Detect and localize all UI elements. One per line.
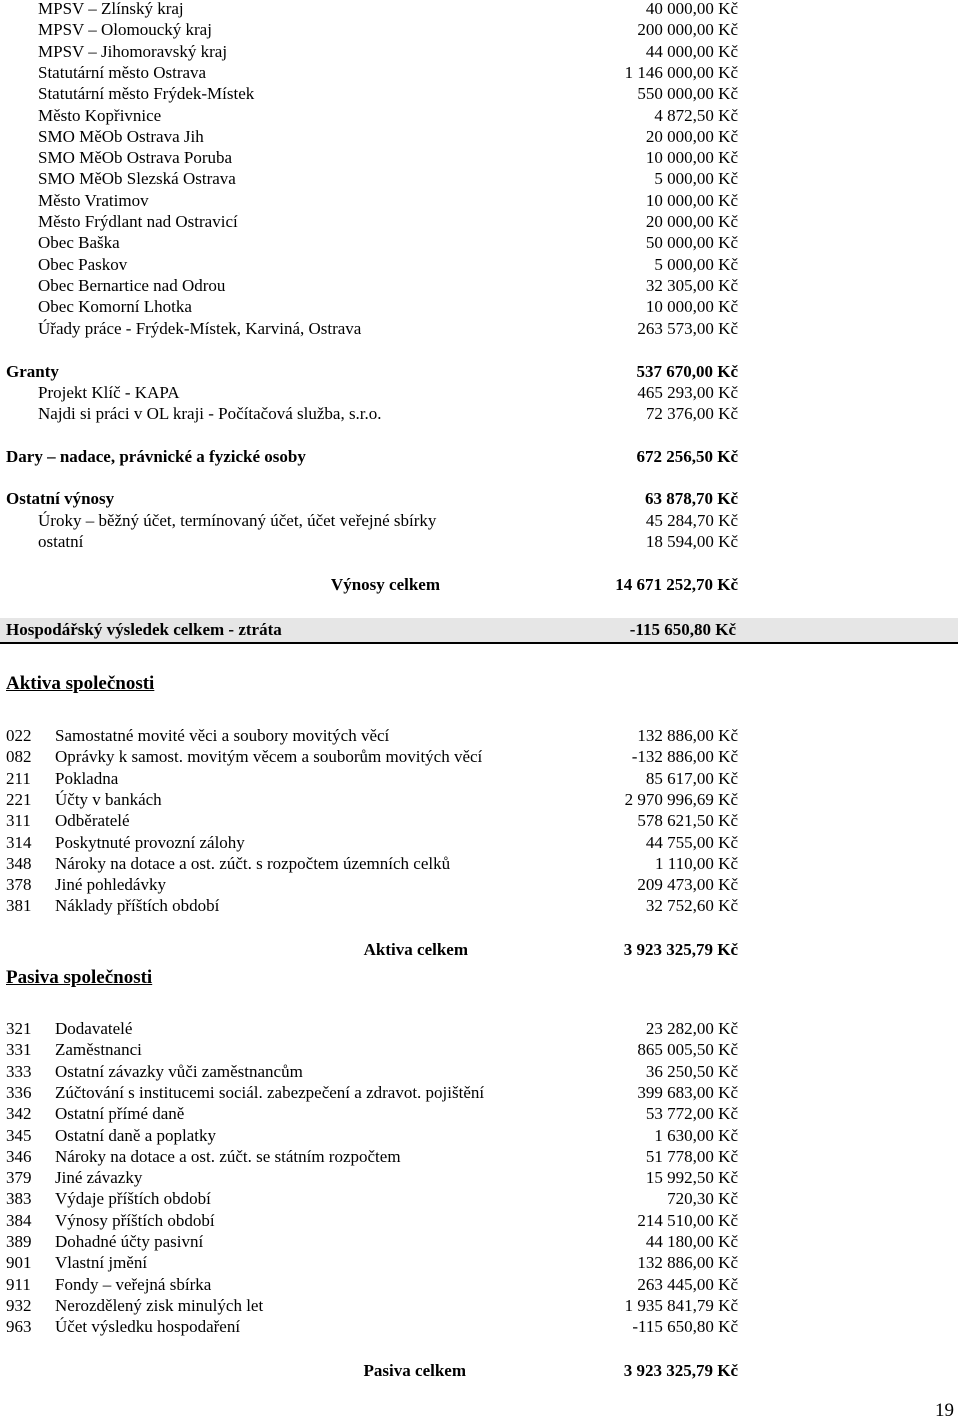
vynosy-celkem-label: Výnosy celkem: [330, 575, 440, 594]
income-label: SMO MěOb Slezská Ostrava: [38, 169, 236, 189]
pasiva-amount: 53 772,00 Kč: [645, 1104, 738, 1124]
pasiva-code: 379: [6, 1168, 32, 1188]
income-amount: 1 146 000,00 Kč: [624, 62, 738, 82]
aktiva-code: 381: [6, 896, 32, 916]
pasiva-row: [0, 1274, 960, 1295]
pasiva-code: 901: [6, 1253, 32, 1273]
granty-label: Granty: [6, 362, 59, 381]
dary-row: [0, 446, 960, 467]
pasiva-code: 346: [6, 1146, 32, 1166]
pasiva-total-amount: 3 923 325,79 Kč: [623, 1361, 738, 1380]
income-row: [0, 275, 960, 296]
pasiva-amount: 263 445,00 Kč: [637, 1274, 738, 1294]
pasiva-amount: 44 180,00 Kč: [645, 1232, 738, 1251]
income-amount: 20 000,00 Kč: [645, 126, 738, 146]
income-label: Úřady práce - Frýdek-Místek, Karviná, Ostrava: [38, 318, 362, 338]
vynosy-celkem-amount: 14 671 252,70 Kč: [615, 575, 738, 594]
aktiva-code: 378: [6, 875, 32, 895]
income-row: [0, 318, 960, 339]
aktiva-amount: 85 617,00 Kč: [645, 768, 738, 788]
income-amount: 200 000,00 Kč: [637, 20, 738, 40]
granty-item-row: [0, 382, 960, 403]
income-label: Město Vratimov: [38, 190, 149, 210]
income-label: Statutární město Ostrava: [38, 62, 207, 82]
income-amount: 5 000,00 Kč: [654, 169, 738, 189]
pasiva-code: 342: [6, 1104, 32, 1124]
pasiva-amount: 15 992,50 Kč: [645, 1168, 738, 1188]
income-label: SMO MěOb Ostrava Jih: [38, 126, 204, 146]
pasiva-label: Ostatní závazky vůči zaměstnancům: [55, 1061, 303, 1081]
income-amount: 40 000,00 Kč: [645, 0, 738, 18]
aktiva-total-row: [0, 939, 960, 960]
income-row: [0, 105, 960, 126]
income-row: [0, 0, 960, 19]
aktiva-row: [0, 746, 960, 767]
income-amount: 5 000,00 Kč: [654, 254, 738, 274]
aktiva-amount: 209 473,00 Kč: [637, 875, 738, 895]
aktiva-row: [0, 768, 960, 789]
pasiva-row: [0, 1146, 960, 1167]
income-row: [0, 41, 960, 62]
pasiva-row: [0, 1295, 960, 1316]
pasiva-amount: 1 630,00 Kč: [654, 1125, 738, 1145]
pasiva-code: 963: [6, 1317, 32, 1337]
ostatni-item-amount: 18 594,00 Kč: [645, 532, 738, 552]
aktiva-amount: 132 886,00 Kč: [637, 726, 738, 745]
income-label: MPSV – Zlínský kraj: [38, 0, 184, 18]
ostatni-label: Ostatní výnosy: [6, 489, 115, 508]
ostatni-item-amount: 45 284,70 Kč: [645, 511, 738, 530]
income-label: Statutární město Frýdek-Místek: [38, 84, 255, 104]
income-label: Obec Baška: [38, 233, 120, 253]
aktiva-label: Pokladna: [55, 768, 119, 788]
pasiva-label: Jiné závazky: [55, 1168, 143, 1188]
ostatni-item-row: [0, 531, 960, 552]
income-row: [0, 168, 960, 189]
aktiva-code: 082: [6, 747, 32, 767]
aktiva-row: [0, 895, 960, 916]
ostatni-row: [0, 488, 960, 509]
income-label: SMO MěOb Ostrava Poruba: [38, 148, 233, 168]
aktiva-label: Samostatné movité věci a soubory movitých věcí: [55, 726, 390, 745]
pasiva-code: 331: [6, 1040, 32, 1060]
pasiva-amount: 399 683,00 Kč: [637, 1082, 738, 1102]
income-row: [0, 19, 960, 40]
pasiva-label: Nerozdělený zisk minulých let: [55, 1295, 264, 1315]
pasiva-label: Účet výsledku hospodaření: [55, 1317, 241, 1337]
granty-item-label: Najdi si práci v OL kraji - Počítačová služba, s.r.o.: [38, 404, 382, 424]
income-label: Obec Paskov: [38, 254, 128, 274]
income-amount: 4 872,50 Kč: [654, 105, 738, 125]
pasiva-row: [0, 1018, 960, 1039]
pasiva-label: Vlastní jmění: [55, 1253, 148, 1273]
pasiva-label: Výnosy příštích období: [55, 1210, 215, 1230]
aktiva-label: Oprávky k samost. movitým věcem a souborům movitých věcí: [55, 747, 483, 767]
aktiva-row: [0, 789, 960, 810]
pasiva-label: Ostatní přímé daně: [55, 1104, 185, 1124]
income-amount: 50 000,00 Kč: [645, 233, 738, 253]
pasiva-label: Zaměstnanci: [55, 1040, 142, 1060]
pasiva-amount: 214 510,00 Kč: [637, 1210, 738, 1230]
pasiva-row: [0, 1252, 960, 1273]
pasiva-label: Fondy – veřejná sbírka: [55, 1274, 212, 1294]
income-amount: 44 000,00 Kč: [645, 41, 738, 61]
pasiva-code: 383: [6, 1189, 32, 1209]
pasiva-code: 911: [6, 1274, 31, 1294]
income-label: MPSV – Jihomoravský kraj: [38, 41, 228, 61]
dary-amount: 672 256,50 Kč: [636, 447, 738, 466]
pasiva-total-label: Pasiva celkem: [363, 1361, 466, 1380]
aktiva-code: 311: [6, 811, 31, 831]
income-label: Obec Komorní Lhotka: [38, 297, 192, 317]
pasiva-row: [0, 1167, 960, 1188]
aktiva-row: [0, 725, 960, 746]
pasiva-amount: 132 886,00 Kč: [637, 1253, 738, 1273]
aktiva-row: [0, 853, 960, 874]
aktiva-row: [0, 810, 960, 831]
income-row: [0, 62, 960, 83]
aktiva-code: 211: [6, 768, 31, 788]
pasiva-row: [0, 1125, 960, 1146]
pasiva-amount: 23 282,00 Kč: [645, 1019, 738, 1038]
pasiva-code: 384: [6, 1210, 32, 1230]
pasiva-row: [0, 1082, 960, 1103]
income-label: Obec Bernartice nad Odrou: [38, 275, 226, 295]
aktiva-label: Nároky na dotace a ost. zúčt. s rozpočtem územních celků: [55, 853, 451, 873]
granty-item-label: Projekt Klíč - KAPA: [38, 383, 180, 402]
pasiva-total-row: [0, 1360, 960, 1381]
pasiva-amount: 36 250,50 Kč: [645, 1061, 738, 1081]
pasiva-row: [0, 1061, 960, 1082]
income-row: [0, 126, 960, 147]
pasiva-row: [0, 1103, 960, 1124]
aktiva-label: Jiné pohledávky: [55, 875, 166, 895]
pasiva-label: Nároky na dotace a ost. zúčt. se státním rozpočtem: [55, 1146, 401, 1166]
income-label: Město Kopřivnice: [38, 105, 162, 125]
aktiva-amount: 44 755,00 Kč: [645, 832, 738, 852]
aktiva-code: 221: [6, 789, 32, 809]
aktiva-row: [0, 874, 960, 895]
aktiva-amount: 32 752,60 Kč: [645, 896, 738, 916]
income-row: [0, 83, 960, 104]
ostatni-item-label: ostatní: [38, 532, 84, 552]
income-label: Město Frýdlant nad Ostravicí: [38, 212, 238, 231]
pasiva-amount: 720,30 Kč: [667, 1189, 738, 1209]
pasiva-amount: -115 650,80 Kč: [632, 1317, 738, 1337]
pasiva-title: Pasiva společnosti: [6, 967, 153, 988]
aktiva-amount: 578 621,50 Kč: [637, 811, 738, 831]
pasiva-amount: 865 005,50 Kč: [637, 1040, 738, 1060]
pasiva-code: 321: [6, 1019, 32, 1038]
pasiva-amount: 1 935 841,79 Kč: [624, 1295, 738, 1315]
pasiva-code: 345: [6, 1125, 32, 1145]
aktiva-amount: -132 886,00 Kč: [631, 747, 738, 767]
granty-amount: 537 670,00 Kč: [636, 362, 738, 381]
aktiva-code: 314: [6, 832, 32, 852]
vynosy-celkem-row: [0, 574, 960, 595]
pasiva-label: Dohadné účty pasivní: [55, 1232, 204, 1251]
income-label: MPSV – Olomoucký kraj: [38, 20, 212, 40]
page-number: 19: [935, 1400, 954, 1421]
aktiva-code: 022: [6, 726, 32, 745]
ostatni-item-row: [0, 510, 960, 531]
pasiva-code: 932: [6, 1295, 32, 1315]
aktiva-total-label: Aktiva celkem: [363, 940, 468, 959]
income-row: [0, 190, 960, 211]
pasiva-label: Výdaje příštích období: [55, 1189, 211, 1209]
aktiva-total-amount: 3 923 325,79 Kč: [623, 940, 738, 959]
income-amount: 10 000,00 Kč: [645, 190, 738, 210]
pasiva-label: Dodavatelé: [55, 1019, 133, 1038]
income-amount: 263 573,00 Kč: [637, 318, 738, 338]
aktiva-amount: 1 110,00 Kč: [655, 853, 738, 873]
pasiva-amount: 51 778,00 Kč: [645, 1146, 738, 1166]
pasiva-row: [0, 1039, 960, 1060]
granty-item-amount: 465 293,00 Kč: [637, 383, 738, 402]
aktiva-label: Účty v bankách: [55, 789, 162, 809]
pasiva-row: [0, 1210, 960, 1231]
pasiva-row: [0, 1316, 960, 1337]
pasiva-code: 336: [6, 1082, 32, 1102]
aktiva-row: [0, 832, 960, 853]
vysledek-amount: -115 650,80 Kč: [629, 620, 736, 639]
pasiva-row: [0, 1231, 960, 1252]
income-amount: 20 000,00 Kč: [645, 212, 738, 231]
aktiva-amount: 2 970 996,69 Kč: [624, 789, 738, 809]
pasiva-label: Zúčtování s institucemi sociál. zabezpečení a zdravot. pojištění: [55, 1082, 485, 1102]
pasiva-code: 389: [6, 1232, 32, 1251]
pasiva-code: 333: [6, 1061, 32, 1081]
income-row: [0, 232, 960, 253]
aktiva-label: Náklady příštích období: [55, 896, 220, 916]
income-amount: 550 000,00 Kč: [637, 84, 738, 104]
pasiva-row: [0, 1188, 960, 1209]
aktiva-label: Odběratelé: [55, 811, 130, 831]
aktiva-label: Poskytnuté provozní zálohy: [55, 832, 245, 852]
granty-row: [0, 361, 960, 382]
vysledek-row: [0, 618, 958, 644]
dary-label: Dary – nadace, právnické a fyzické osoby: [6, 447, 306, 466]
pasiva-label: Ostatní daně a poplatky: [55, 1125, 216, 1145]
income-amount: 10 000,00 Kč: [645, 148, 738, 168]
income-amount: 32 305,00 Kč: [645, 275, 738, 295]
aktiva-title: Aktiva společnosti: [6, 673, 155, 694]
aktiva-code: 348: [6, 853, 32, 873]
granty-item-amount: 72 376,00 Kč: [645, 404, 738, 424]
income-row: [0, 147, 960, 168]
income-row: [0, 211, 960, 232]
vysledek-label: Hospodářský výsledek celkem - ztráta: [6, 620, 282, 639]
income-row: [0, 296, 960, 317]
income-row: [0, 254, 960, 275]
granty-item-row: [0, 403, 960, 424]
ostatni-item-label: Úroky – běžný účet, termínovaný účet, účet veřejné sbírky: [38, 511, 437, 530]
ostatni-amount: 63 878,70 Kč: [644, 489, 738, 508]
income-amount: 10 000,00 Kč: [645, 297, 738, 317]
